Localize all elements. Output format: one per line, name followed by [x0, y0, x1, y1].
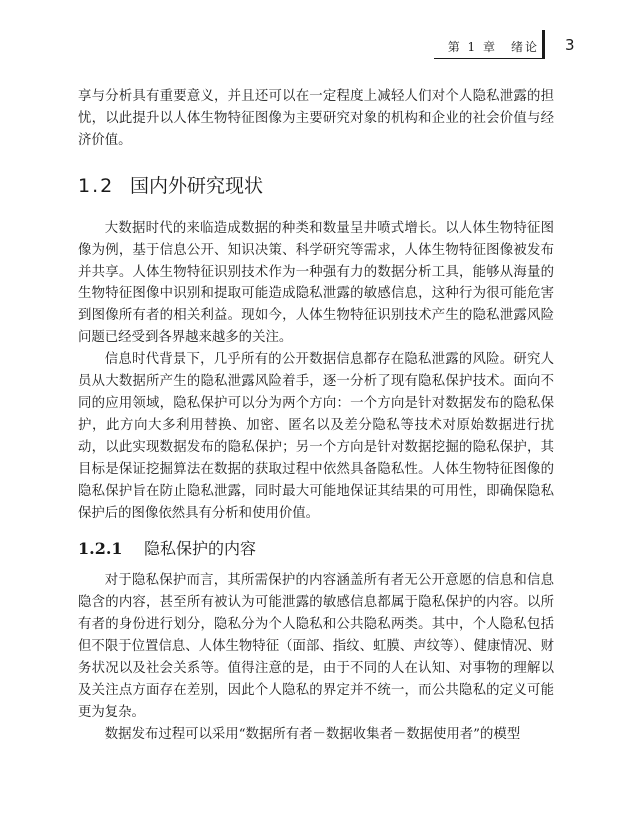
section-heading: [78, 171, 554, 198]
subsection-title: 隐私保护的内容: [144, 539, 257, 559]
intro-paragraph: 享与分析具有重要意义，并且还可以在一定程度上减轻人们对个人隐私泄露的担忧，以此提升以人体生物特征图像为主要研究对象的机构和企业的社会价值与经济价值。: [78, 89, 554, 148]
section-number: 1.2: [78, 174, 115, 197]
paragraph: 大数据时代的来临造成数据的种类和数量呈井喷式增长。以人体生物特征图像为例，基于信息公开、知识决策、科学研究等需求，人体生物特征图像被发布并共享。人体生物特征识别技术作为一种强有力的数据分析工具，能够从海量的生物特征图像中识别和提取可能造成隐私泄露的敏感信息，这种行为很可能危害到图像所有者的相关利益。现如今，人体生物特征识别技术产生的隐私泄露风险问题已经受到各界越来越多的关注。: [78, 220, 554, 346]
page-body: [78, 86, 554, 746]
paragraph: 对于隐私保护而言，其所需保护的内容涵盖所有者无公开意愿的信息和信息隐含的内容，甚至所有被认为可能泄露的敏感信息都属于隐私保护的内容。以所有者的身份进行划分，隐私分为个人隐私和公共隐私两类。其中，个人隐私包括但不限于位置信息、人体生物特征（面部、指纹、虹膜、声纹等）、健康情况、财务状况以及社会关系等。值得注意的是，由于不同的人在认知、对事物的理解以及关注点方面存在差别，因此个人隐私的界定并不统一，而公共隐私的定义可能更为复杂。: [78, 573, 554, 720]
header-rule: [434, 58, 544, 59]
section-title: 国内外研究现状: [130, 174, 264, 197]
subsection-number: 1.2.1: [78, 539, 123, 559]
running-header: [0, 38, 631, 58]
paragraph: 数据发布过程可以采用“数据所有者－数据收集者－数据使用者”的模型: [104, 726, 521, 742]
header-bar: [542, 30, 545, 59]
subsection-heading: [78, 536, 554, 559]
page-number: 3: [565, 36, 575, 54]
chapter-title: 第 1 章 绪论: [447, 40, 539, 54]
paragraph: 信息时代背景下，几乎所有的公开数据信息都存在隐私泄露的风险。研究人员从大数据所产生的隐私泄露风险着手，逐一分析了现有隐私保护技术。面向不同的应用领域，隐私保护可以分为两个方向：一个方向是针对数据发布的隐私保护，此方向大多利用替换、加密、匿名以及差分隐私等技术对原始数据进行扰动，以此实现数据发布的隐私保护；另一个方向是针对数据挖掘的隐私保护，其目标是保证挖掘算法在数据的获取过程中依然具备隐私性。人体生物特征图像的隐私保护旨在防止隐私泄露，同时最大可能地保证其结果的可用性，即确保隐私保护后的图像依然具有分析和使用价值。: [78, 352, 554, 521]
